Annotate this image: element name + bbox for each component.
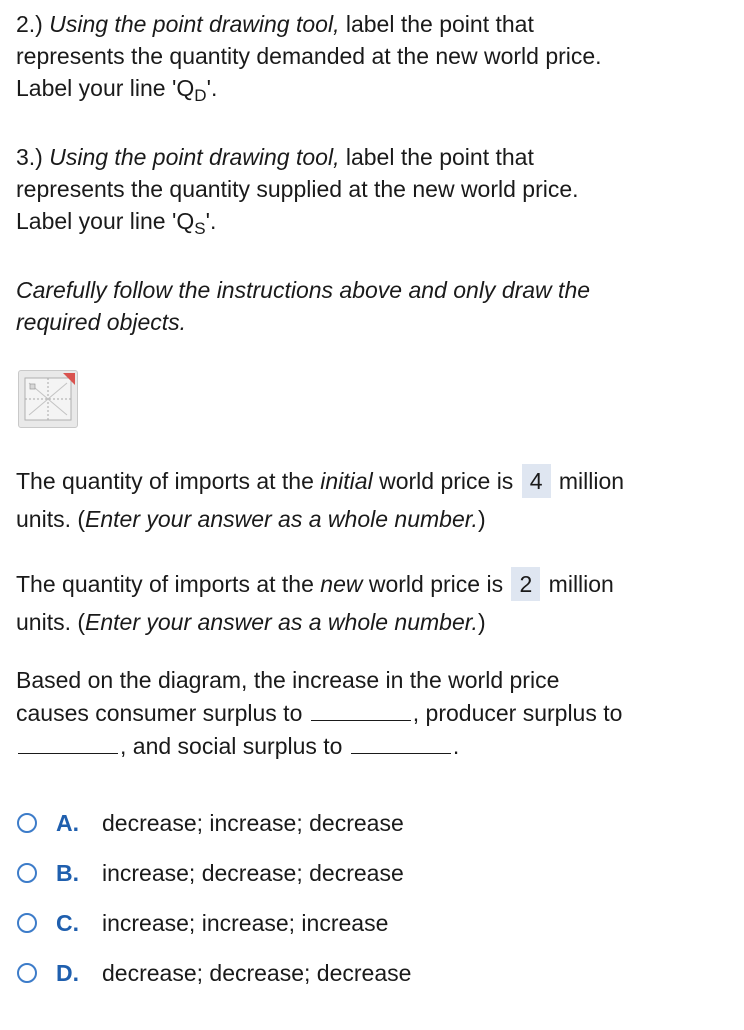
option-d[interactable]: D. decrease; decrease; decrease — [16, 956, 411, 990]
radio-button[interactable] — [17, 963, 37, 983]
answer-field-new[interactable]: 2 — [511, 567, 540, 601]
option-b[interactable]: B. increase; decrease; decrease — [16, 856, 404, 890]
option-a[interactable]: A. decrease; increase; decrease — [16, 806, 404, 840]
blank-social-surplus — [351, 731, 451, 754]
instruction-step-3: 3.) Using the point drawing tool, label the point that represents the quantity supplied at the new world price. Label your line '$Q_S$'. — [16, 144, 579, 238]
graph-tool-button[interactable] — [18, 370, 78, 428]
drawing-note: Carefully follow the instructions above and only draw the required objects. — [16, 277, 591, 335]
answer-field-initial[interactable]: 4 — [522, 464, 551, 498]
question-initial-imports: The quantity of imports at the initial world price is 4 million units. (Enter your answer as a whole number.) — [16, 462, 728, 538]
radio-button[interactable] — [17, 913, 37, 933]
blank-producer-surplus — [18, 731, 118, 754]
radio-button[interactable] — [17, 813, 37, 833]
surplus-question: Based on the diagram, the increase in the world price causes consumer surplus to , producer surplus to , and social surplus to . — [16, 667, 623, 759]
radio-button[interactable] — [17, 863, 37, 883]
option-c[interactable]: C. increase; increase; increase — [16, 906, 388, 940]
graph-tool-icon — [19, 371, 77, 427]
instruction-step-2: 2.) Using the point drawing tool, label the point that represents the quantity demanded at the new world price. Label your line '$Q_D$'. — [16, 11, 602, 105]
blank-consumer-surplus — [311, 698, 411, 721]
question-new-imports: The quantity of imports at the new world price is 2 million units. (Enter your answer as a whole number.) — [16, 565, 728, 641]
